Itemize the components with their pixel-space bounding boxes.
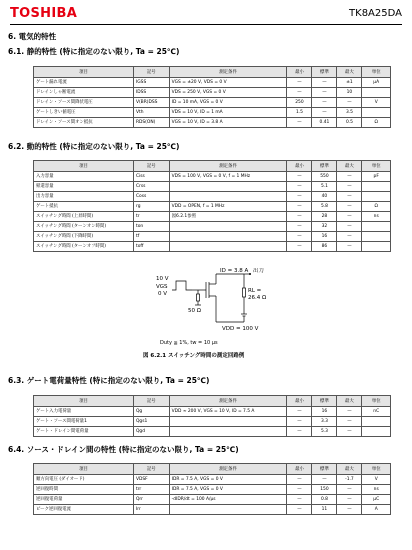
table-cell: — — [287, 192, 312, 202]
table-cell: 出力容量 — [34, 192, 134, 202]
table-cell: 32 — [312, 222, 337, 232]
table-cell: — — [312, 475, 337, 485]
column-header: 測定条件 — [169, 464, 287, 475]
table-cell: -dIDR/dt = 100 A/μs — [169, 495, 287, 505]
vgs-label: VGS — [156, 284, 168, 290]
column-header: 測定条件 — [169, 161, 287, 172]
rl-value: 26.4 Ω — [248, 295, 267, 301]
column-header: 記号 — [133, 464, 169, 475]
table-cell: Qrr — [133, 495, 169, 505]
table-cell: ドレイン・ソース間降伏電圧 — [34, 98, 134, 108]
table-cell — [169, 222, 287, 232]
table-cell: 3.3 — [312, 417, 337, 427]
table-cell: ゲートしきい値電圧 — [34, 108, 134, 118]
table-cell: A — [362, 505, 391, 515]
table-cell: — — [337, 182, 362, 192]
table-cell: — — [287, 475, 312, 485]
table-cell: 16 — [312, 232, 337, 242]
table-cell: — — [337, 242, 362, 252]
table-row — [34, 88, 391, 98]
table-cell: VDS = 100 V, VGS = 0 V, f = 1 MHz — [169, 172, 287, 182]
table-row — [34, 182, 391, 192]
table-cell: ピーク逆回復電流 — [34, 505, 134, 515]
table-cell: V(BR)DSS — [133, 98, 169, 108]
column-header: 測定条件 — [169, 396, 287, 407]
table-cell: ゲート・ドレイン間電荷量 — [34, 427, 134, 437]
table-cell: V — [362, 98, 391, 108]
table-cell: VDD = OPEN, f = 1 MHz — [169, 202, 287, 212]
table-cell: IDR = 7.5 A, VGS = 0 V — [169, 485, 287, 495]
s64-title: 6.4. ソース・ドレイン間の特性 (特に指定のない限り, Ta = 25℃) — [8, 445, 239, 454]
table-cell: Qgd — [133, 427, 169, 437]
table-cell: — — [287, 172, 312, 182]
table-cell: — — [337, 485, 362, 495]
column-header: 単位 — [362, 161, 391, 172]
table-cell: 0.8 — [312, 495, 337, 505]
table-cell: 150 — [312, 485, 337, 495]
table-cell: VGS = 10 V, ID = 3.8 A — [169, 118, 287, 128]
rl-label: RL = — [248, 288, 262, 294]
output-label: 出力 — [253, 268, 265, 274]
column-header: 項目 — [34, 464, 134, 475]
table-cell: — — [287, 495, 312, 505]
table-cell: 550 — [312, 172, 337, 182]
table-cell: ns — [362, 212, 391, 222]
column-header: 記号 — [133, 396, 169, 407]
table-cell: IDSS — [133, 88, 169, 98]
table-cell: 0.41 — [312, 118, 337, 128]
table-cell: — — [287, 242, 312, 252]
table-cell — [169, 232, 287, 242]
table-cell: 0.5 — [337, 118, 362, 128]
table-cell: ID = 10 mA, VGS = 0 V — [169, 98, 287, 108]
table-row — [34, 232, 391, 242]
table-cell: ns — [362, 485, 391, 495]
column-header: 項目 — [34, 396, 134, 407]
table-cell: — — [337, 172, 362, 182]
switching-test-circuit — [150, 268, 280, 348]
source-drain-table — [33, 463, 391, 515]
table-row — [34, 475, 391, 485]
table-cell: — — [337, 417, 362, 427]
table-cell: — — [312, 78, 337, 88]
table-cell — [362, 427, 391, 437]
table-cell: Vth — [133, 108, 169, 118]
toshiba-logo: TOSHIBA — [10, 6, 78, 21]
table-cell: 16 — [312, 407, 337, 417]
table-row — [34, 407, 391, 417]
table-cell: ton — [133, 222, 169, 232]
header-rule — [10, 24, 402, 25]
table-cell — [362, 88, 391, 98]
table-cell: 順方向電圧 (ダイオード) — [34, 475, 134, 485]
gate-resistor-label: 50 Ω — [188, 308, 201, 314]
static-characteristics-table — [33, 66, 391, 128]
column-header: 記号 — [133, 67, 169, 78]
table-cell: Crss — [133, 182, 169, 192]
table-row — [34, 212, 391, 222]
table-cell: スイッチング時間 (下降時間) — [34, 232, 134, 242]
table-cell: 逆回復時間 — [34, 485, 134, 495]
table-cell: toff — [133, 242, 169, 252]
gate-low-label: 0 V — [158, 291, 168, 297]
table-cell: μC — [362, 495, 391, 505]
table-row — [34, 172, 391, 182]
table-cell: VDS = 250 V, VGS = 0 V — [169, 88, 287, 98]
table-cell: Ciss — [133, 172, 169, 182]
table-cell: 10 — [337, 88, 362, 98]
table-cell: ゲート・ソース間電荷量1 — [34, 417, 134, 427]
column-header: 標準 — [312, 161, 337, 172]
gate-charge-table — [33, 395, 391, 437]
table-cell: 3.5 — [337, 108, 362, 118]
table-cell: 5.3 — [312, 427, 337, 437]
column-header: 標準 — [312, 464, 337, 475]
table-row — [34, 108, 391, 118]
vdd-label: VDD = 100 V — [222, 326, 259, 332]
table-cell: — — [312, 88, 337, 98]
column-header: 単位 — [362, 396, 391, 407]
section-title: 6. 電気的特性 — [8, 32, 57, 41]
column-header: 記号 — [133, 161, 169, 172]
column-header: 標準 — [312, 396, 337, 407]
drain-current-label: ID = 3.8 A — [220, 268, 249, 274]
column-header: 最小 — [287, 396, 312, 407]
table-cell: Qgs1 — [133, 417, 169, 427]
table-cell — [169, 192, 287, 202]
table-cell: — — [337, 427, 362, 437]
table-cell: — — [287, 118, 312, 128]
duty-note: Duty ≦ 1%, tw = 10 μs — [160, 340, 218, 346]
table-cell: スイッチング時間 (ターンオン時間) — [34, 222, 134, 232]
gate-high-label: 10 V — [156, 276, 169, 282]
table-cell: IGSS — [133, 78, 169, 88]
table-cell: — — [287, 182, 312, 192]
table-row — [34, 505, 391, 515]
table-cell: — — [337, 192, 362, 202]
table-cell: ドレインしゃ断電流 — [34, 88, 134, 98]
table-cell — [169, 182, 287, 192]
table-cell: — — [287, 232, 312, 242]
table-cell: — — [312, 108, 337, 118]
table-cell: — — [337, 505, 362, 515]
column-header: 単位 — [362, 67, 391, 78]
column-header: 最大 — [337, 161, 362, 172]
table-cell — [362, 232, 391, 242]
table-cell — [362, 417, 391, 427]
table-cell: ゲート入力電荷量 — [34, 407, 134, 417]
s61-title: 6.1. 静的特性 (特に指定のない限り, Ta = 25℃) — [8, 47, 180, 56]
table-cell: pF — [362, 172, 391, 182]
table-cell: — — [337, 232, 362, 242]
table-cell: RDS(ON) — [133, 118, 169, 128]
table-cell: — — [287, 505, 312, 515]
table-cell — [362, 108, 391, 118]
table-cell: ゲート抵抗 — [34, 202, 134, 212]
table-cell: 5.1 — [312, 182, 337, 192]
table-cell: V — [362, 475, 391, 485]
column-header: 測定条件 — [169, 67, 287, 78]
table-cell: — — [287, 212, 312, 222]
table-cell: — — [287, 88, 312, 98]
column-header: 標準 — [312, 67, 337, 78]
column-header: 最小 — [287, 464, 312, 475]
table-cell: VDSF — [133, 475, 169, 485]
table-cell — [362, 192, 391, 202]
table-cell: 1.5 — [287, 108, 312, 118]
table-cell: — — [287, 427, 312, 437]
table-row — [34, 242, 391, 252]
table-cell — [169, 242, 287, 252]
table-cell: — — [337, 98, 362, 108]
table-cell: VDS = 10 V, ID = 1 mA — [169, 108, 287, 118]
table-cell: スイッチング時間 (上昇時間) — [34, 212, 134, 222]
table-cell: Qg — [133, 407, 169, 417]
table-cell: ゲート漏れ電流 — [34, 78, 134, 88]
table-cell: ±1 — [337, 78, 362, 88]
table-row — [34, 485, 391, 495]
table-cell: — — [337, 407, 362, 417]
table-cell: 入力容量 — [34, 172, 134, 182]
table-row — [34, 202, 391, 212]
s62-title: 6.2. 動的特性 (特に指定のない限り, Ta = 25℃) — [8, 142, 180, 151]
table-cell — [169, 505, 287, 515]
table-cell: trr — [133, 485, 169, 495]
table-cell: — — [337, 222, 362, 232]
table-row — [34, 78, 391, 88]
table-cell: 11 — [312, 505, 337, 515]
table-cell: tf — [133, 232, 169, 242]
table-cell — [362, 182, 391, 192]
table-cell: — — [337, 495, 362, 505]
table-row — [34, 427, 391, 437]
table-cell: μA — [362, 78, 391, 88]
table-cell: Coss — [133, 192, 169, 202]
table-cell: Ω — [362, 118, 391, 128]
table-cell — [362, 242, 391, 252]
table-cell: — — [287, 417, 312, 427]
table-cell: rg — [133, 202, 169, 212]
table-cell: -1.7 — [337, 475, 362, 485]
table-cell: VGS = ±20 V, VDS = 0 V — [169, 78, 287, 88]
table-cell — [169, 417, 287, 427]
table-row — [34, 98, 391, 108]
table-cell: Irr — [133, 505, 169, 515]
table-cell: — — [337, 212, 362, 222]
table-cell: nC — [362, 407, 391, 417]
column-header: 単位 — [362, 464, 391, 475]
table-cell: — — [312, 98, 337, 108]
column-header: 最小 — [287, 161, 312, 172]
table-row — [34, 222, 391, 232]
part-number: TK8A25DA — [349, 8, 402, 19]
table-cell: tr — [133, 212, 169, 222]
table-cell — [362, 222, 391, 232]
s63-title: 6.3. ゲート電荷量特性 (特に指定のない限り, Ta = 25℃) — [8, 376, 210, 385]
column-header: 最大 — [337, 67, 362, 78]
table-cell: — — [287, 78, 312, 88]
column-header: 項目 — [34, 161, 134, 172]
column-header: 最大 — [337, 464, 362, 475]
table-cell: — — [287, 222, 312, 232]
table-cell: 40 — [312, 192, 337, 202]
table-cell: — — [287, 202, 312, 212]
table-cell: 帰還容量 — [34, 182, 134, 192]
table-cell: ドレイン・ソース間オン抵抗 — [34, 118, 134, 128]
table-row — [34, 417, 391, 427]
table-row — [34, 192, 391, 202]
table-row — [34, 118, 391, 128]
table-cell: VDD ≈ 200 V, VGS = 10 V, ID = 7.5 A — [169, 407, 287, 417]
table-cell: — — [337, 202, 362, 212]
table-cell: — — [287, 485, 312, 495]
figure-caption: 図 6.2.1 スイッチング時間の測定回路例 — [143, 353, 245, 359]
table-cell: 28 — [312, 212, 337, 222]
dynamic-characteristics-table — [33, 160, 391, 252]
page-header — [10, 6, 402, 24]
table-row — [34, 495, 391, 505]
table-cell: 250 — [287, 98, 312, 108]
table-cell: 図6.2.1参照 — [169, 212, 287, 222]
table-cell: 逆回復電荷量 — [34, 495, 134, 505]
column-header: 項目 — [34, 67, 134, 78]
table-cell: IDR = 7.5 A, VGS = 0 V — [169, 475, 287, 485]
table-cell: 86 — [312, 242, 337, 252]
table-cell — [169, 427, 287, 437]
table-cell: スイッチング時間 (ターンオフ時間) — [34, 242, 134, 252]
table-cell: Ω — [362, 202, 391, 212]
column-header: 最大 — [337, 396, 362, 407]
table-cell: — — [287, 407, 312, 417]
column-header: 最小 — [287, 67, 312, 78]
table-cell: 5.8 — [312, 202, 337, 212]
